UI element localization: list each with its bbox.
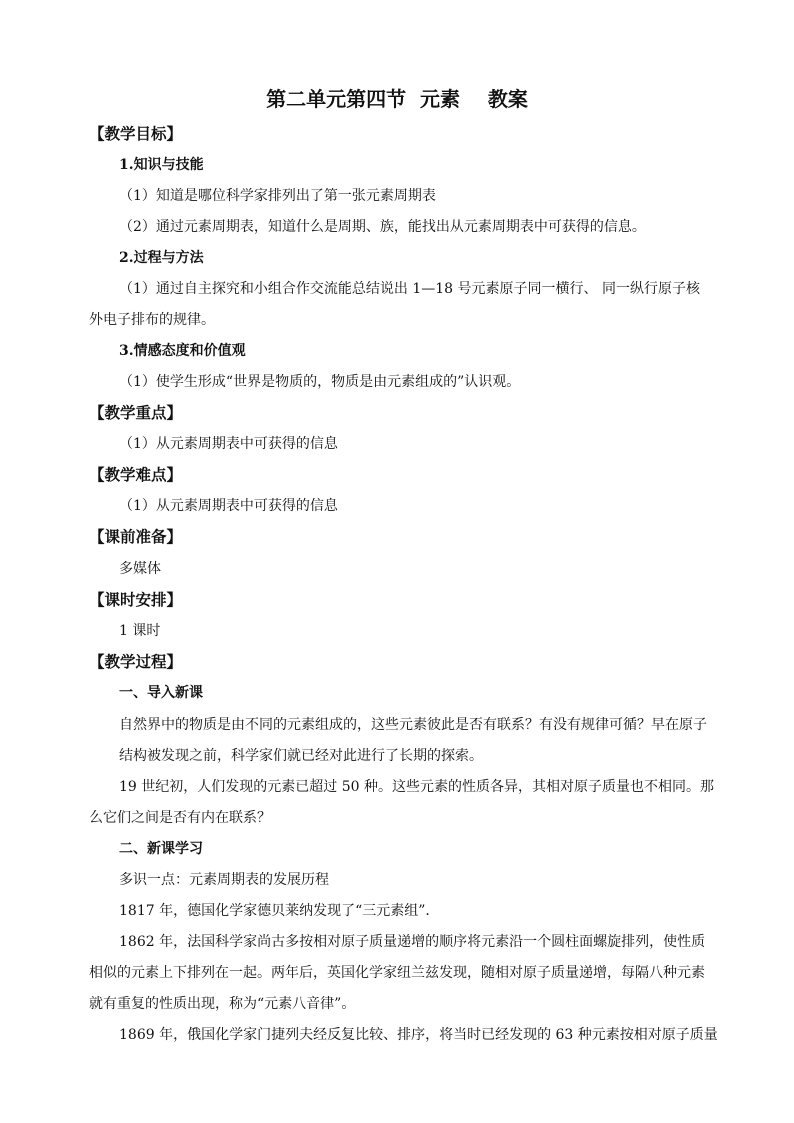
history-1817: 1817 年，德国化学家德贝莱纳发现了“三元素组”． xyxy=(119,903,440,919)
objectives-heading: 【教学目标】 xyxy=(89,124,183,143)
preparation-item: 多媒体 xyxy=(119,561,161,577)
knowledge-skills-heading: 1.知识与技能 xyxy=(119,157,204,173)
history-1869-line-1: 1869 年，俄国化学家门捷列夫经反复比较、排序，将当时已经发现的 63 种元素按相对原子质量 xyxy=(119,1027,718,1043)
schedule-heading: 【课时安排】 xyxy=(89,590,183,609)
attitude-heading: 3.情感态度和价值观 xyxy=(119,343,246,359)
intro-heading: 一、导入新课 xyxy=(119,685,203,701)
process-method-heading: 2.过程与方法 xyxy=(119,250,204,266)
history-1862-line-3: 就有重复的性质出现，称为“元素八音律”。 xyxy=(89,996,356,1012)
new-lesson-point-1: 多识一点：元素周期表的发展历程 xyxy=(119,872,329,888)
schedule-item: 1 课时 xyxy=(119,623,161,639)
preparation-heading: 【课前准备】 xyxy=(89,527,183,546)
process-item-line-1: （1）通过自主探究和小组合作交流能总结说出 1—18 号元素原子同一横行、 同一纵行原子核 xyxy=(119,281,700,297)
intro-paragraph-1-line-2: 结构被发现之前，科学家们就已经对此进行了长期的探索。 xyxy=(119,748,483,764)
history-1862-line-1: 1862 年，法国科学家尚古多按相对原子质量递增的顺序将元素沿一个圆柱面螺旋排列，使性质 xyxy=(119,934,706,950)
attitude-item: （1）使学生形成“世界是物质的，物质是由元素组成的”认识观。 xyxy=(119,374,521,390)
difficulties-heading: 【教学难点】 xyxy=(89,465,183,484)
difficulties-item: （1）从元素周期表中可获得的信息 xyxy=(119,498,338,514)
intro-paragraph-2-line-2: 么它们之间是否有内在联系？ xyxy=(89,810,271,826)
process-heading: 【教学过程】 xyxy=(89,652,183,671)
intro-paragraph-1-line-1: 自然界中的物质是由不同的元素组成的，这些元素彼此是否有联系？有没有规律可循？早在原子 xyxy=(119,717,707,733)
intro-paragraph-2-line-1: 19 世纪初，人们发现的元素已超过 50 种。这些元素的性质各异，其相对原子质量也不相同。那 xyxy=(119,779,714,795)
knowledge-item-2: （2）通过元素周期表，知道什么是周期、族，能找出从元素周期表中可获得的信息。 xyxy=(119,219,646,235)
new-lesson-heading: 二、新课学习 xyxy=(119,841,203,857)
page-title: 第二单元第四节 元素 教案 xyxy=(266,87,528,111)
knowledge-item-1: （1）知道是哪位科学家排列出了第一张元素周期表 xyxy=(119,188,436,204)
key-points-item: （1）从元素周期表中可获得的信息 xyxy=(119,436,338,452)
history-1862-line-2: 相似的元素上下排列在一起。两年后，英国化学家纽兰兹发现，随相对原子质量递增，每隔八种元素 xyxy=(89,965,705,981)
key-points-heading: 【教学重点】 xyxy=(89,403,183,422)
process-item-line-2: 外电子排布的规律。 xyxy=(89,312,215,328)
